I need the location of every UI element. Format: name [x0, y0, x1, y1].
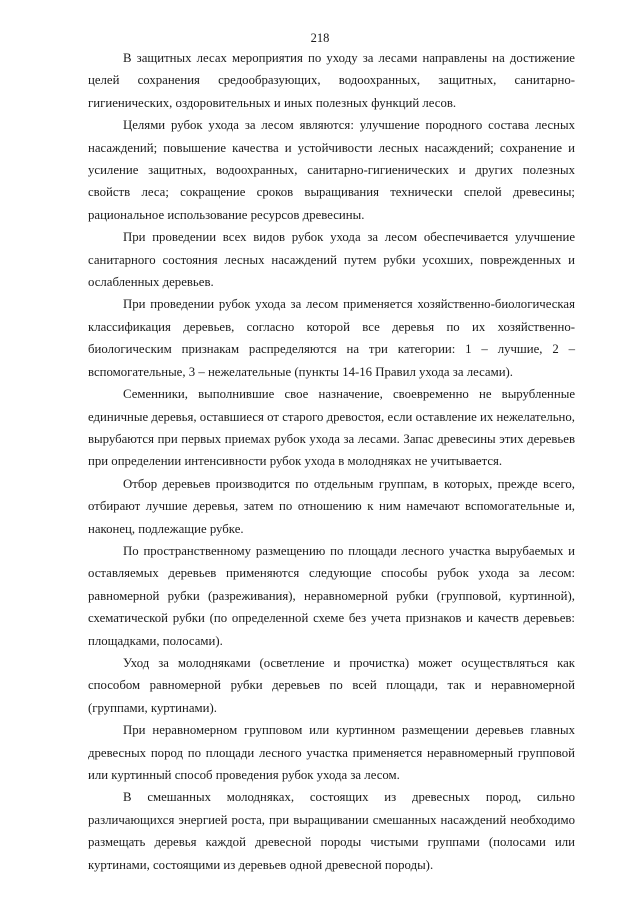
paragraph-thinning-goals: Целями рубок ухода за лесом являются: улучшение породного состава лесных насаждений; повышение качества и устойчивости лесных насаждений; сохранение и усиление защитных, водоохранных, санитарно-гигиенических и других полезных свойств леса; сокращение сроков выращивания технически спелой древесины; рациональное использование ресурсов древесины.	[88, 118, 575, 222]
page-number: 218	[310, 31, 330, 45]
paragraph-sanitary-condition: При проведении всех видов рубок ухода за лесом обеспечивается улучшение санитарного состояния лесных насаждений путем рубки усохших, поврежденных и ослабленных деревьев.	[88, 230, 575, 290]
paragraph-uneven-placement: При неравномерном групповом или куртинном размещении деревьев главных древесных пород по площади лесного участка применяется неравномерный групповой или куртинный способ проведения рубок ухода за лесом.	[88, 723, 575, 782]
paragraph-tree-selection: Отбор деревьев производится по отдельным группам, в которых, прежде всего, отбирают лучшие деревья, затем по отношению к ним намечают вспомогательные и, наконец, подлежащие рубке.	[88, 476, 575, 536]
paragraph-seed-trees: Семенники, выполнившие свое назначение, своевременно не вырубленные единичные деревья, оставшиеся от старого древостоя, если оставление их нежелательно, вырубаются при первых приемах рубок ухода за лесами. Запас древесины этих деревьев при определении интенсивности рубок ухода в молодняках не учитывается.	[88, 387, 575, 469]
paragraph-tree-classification: При проведении рубок ухода за лесом применяется хозяйственно-биологическая классификация деревьев, согласно которой все деревья по их хозяйственно-биологическим признакам распределяются на три категории: 1 – лучшие, 2 – вспомогательные, 3 – нежелательные (пункты 14-16 Правил ухода за лесами).	[88, 297, 575, 379]
paragraph-young-stands-care: Уход за молодняками (осветление и прочистка) может осуществляться как способом равномерной рубки деревьев по всей площади, так и неравномерной (группами, куртинами).	[88, 655, 575, 715]
paragraph-protective-forests: В защитных лесах мероприятия по уходу за лесами направлены на достижение целей сохранения средообразующих, водоохранных, защитных, санитарно-гигиенических, оздоровительных и иных полезных функций лесов.	[88, 51, 575, 110]
page-body	[88, 47, 575, 876]
paragraph-mixed-young-stands: В смешанных молодняках, состоящих из древесных пород, сильно различающихся энергией роста, при выращивании смешанных насаждений необходимо размещать деревья каждой древесной породы чистыми группами (полосами или куртинами, состоящими из деревьев одной древесной породы).	[88, 790, 575, 872]
paragraph-spatial-methods: По пространственному размещению по площади лесного участка вырубаемых и оставляемых деревьев применяются следующие способы рубок ухода за лесом: равномерной рубки (разреживания), неравномерной рубки (групповой, куртинной), схематической рубки (по определенной схеме без учета признаков и качеств деревьев: площадками, полосами).	[88, 543, 575, 648]
